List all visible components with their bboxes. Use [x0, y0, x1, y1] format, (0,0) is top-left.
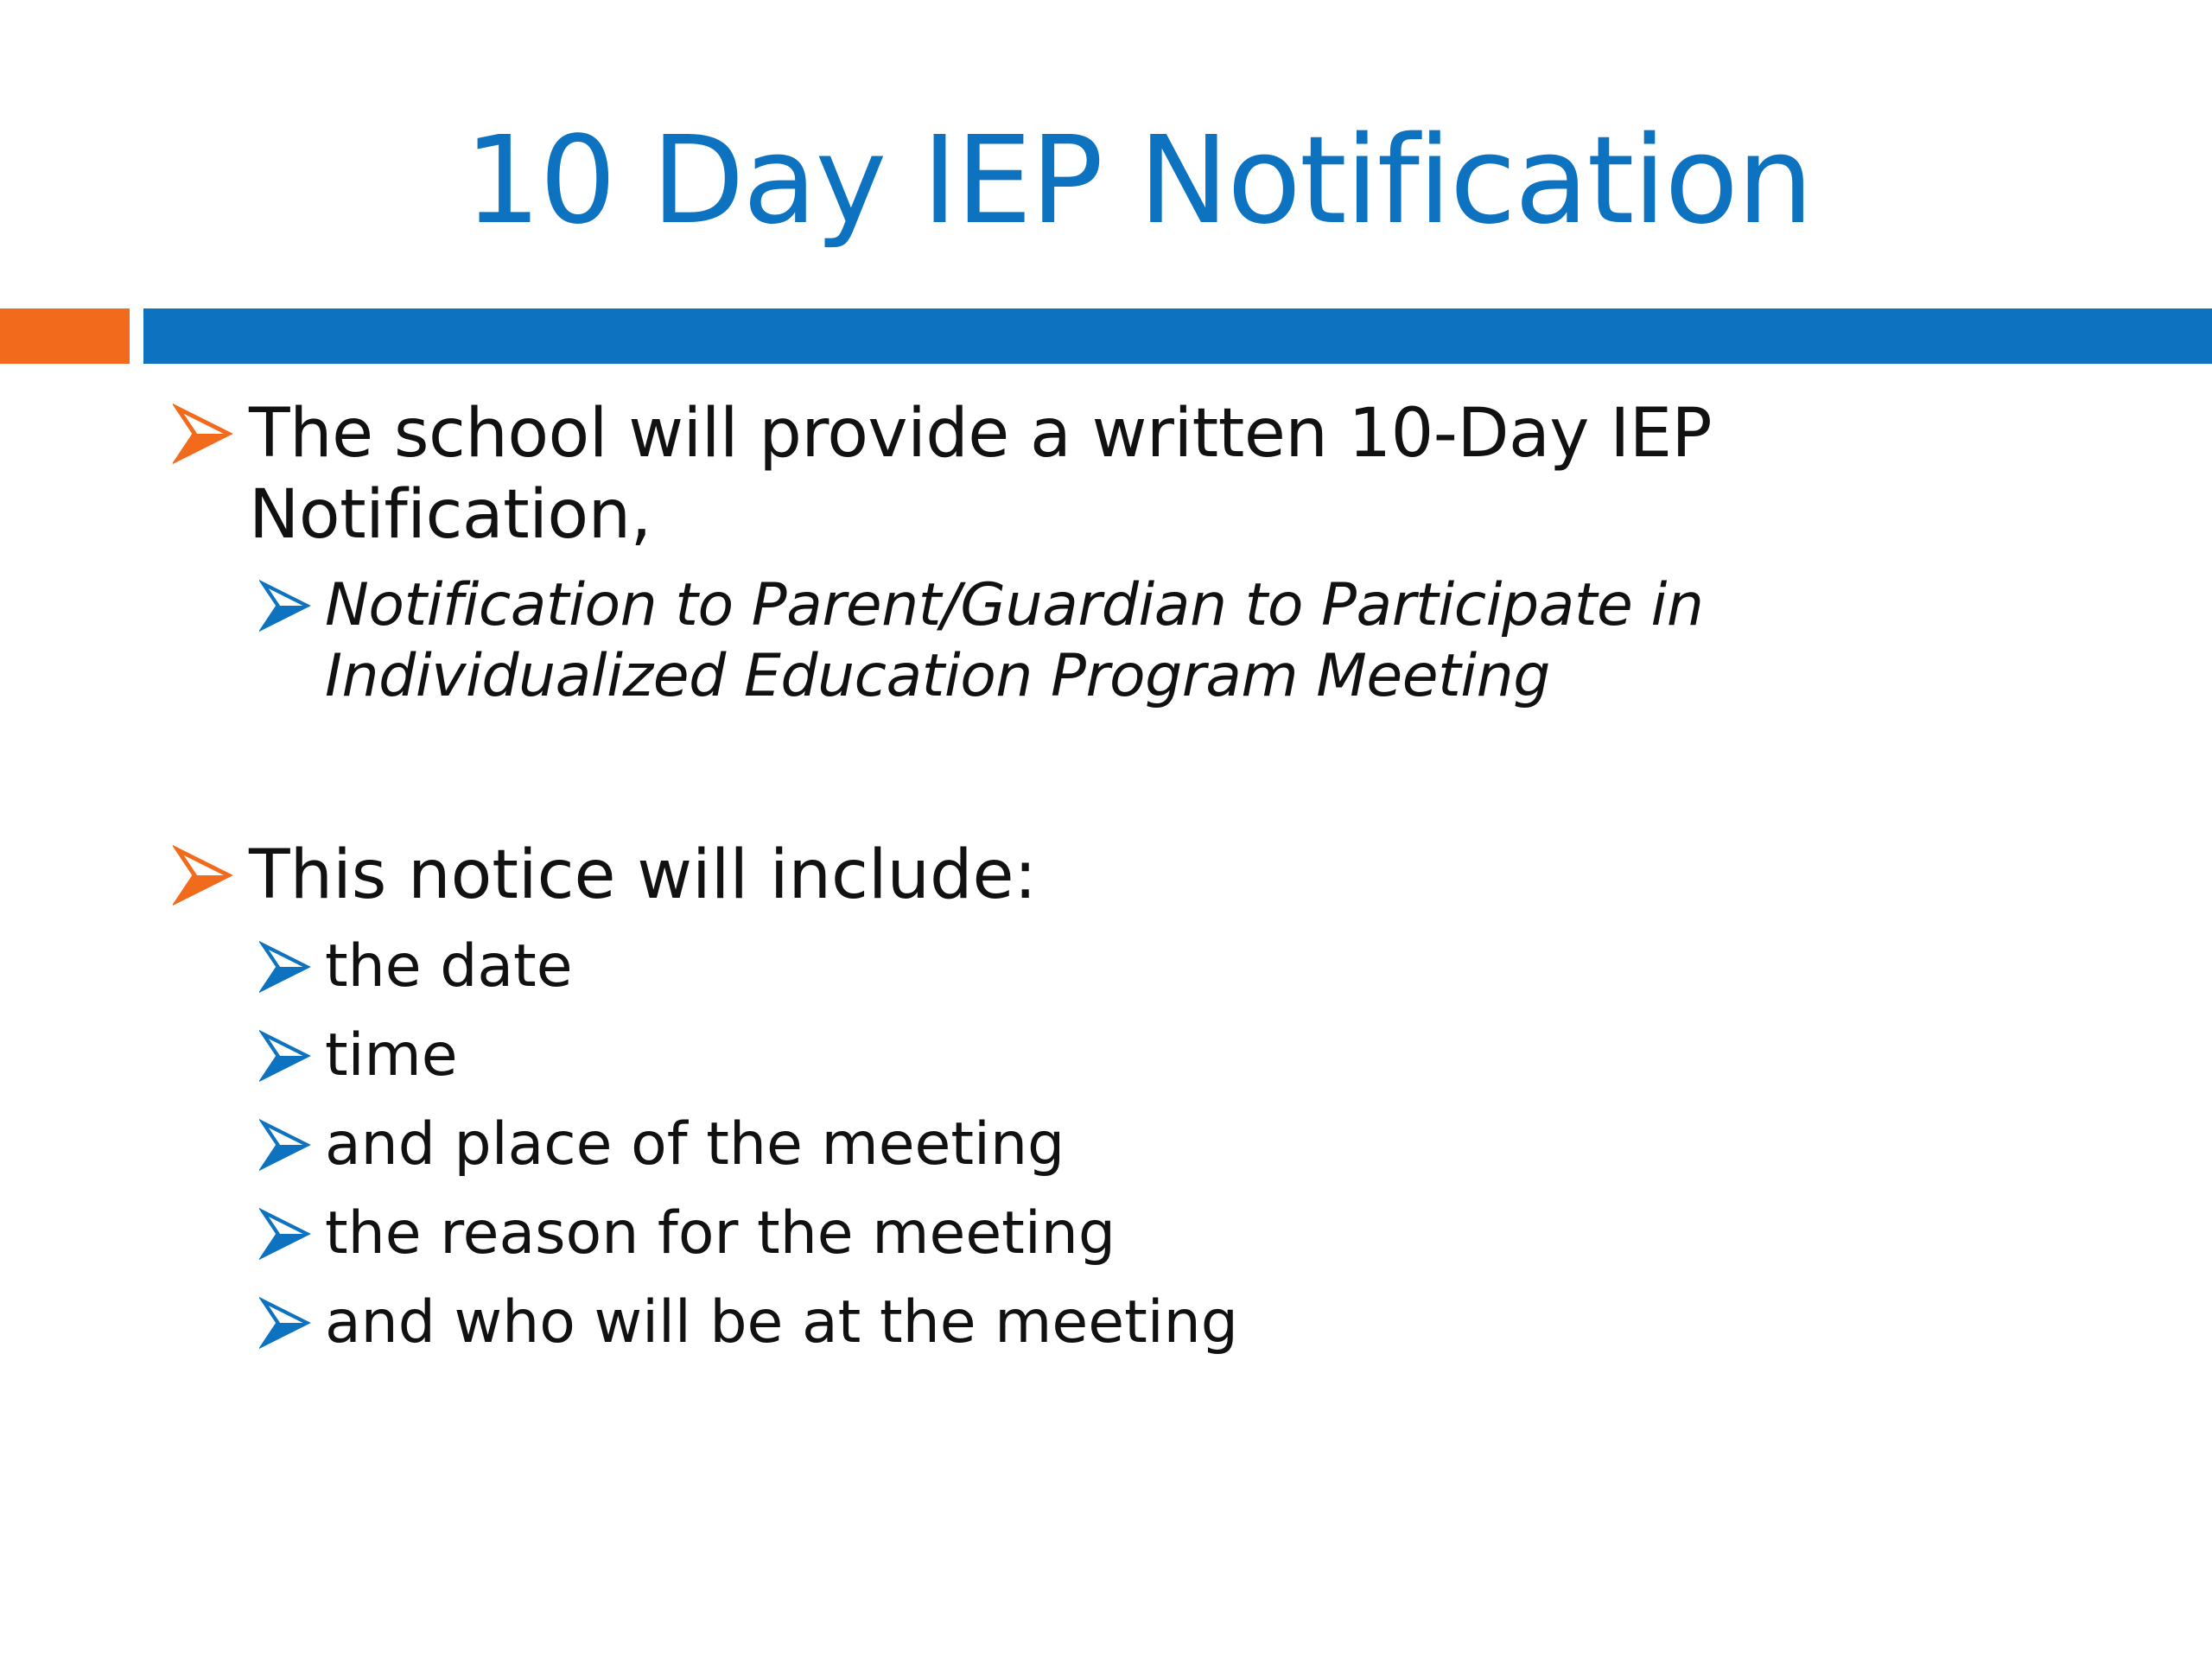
list-item: [259, 1198, 2160, 1287]
list-item-text: the reason for the meeting: [325, 1199, 1116, 1268]
blue-arrow-bullet-icon: [259, 1297, 311, 1349]
blue-arrow-bullet-icon: [259, 941, 311, 993]
list-item-text: time: [325, 1021, 458, 1090]
bullet-item-1: [173, 393, 2117, 556]
bullet-text-1: The school will provide a written 10-Day IEP Notification,: [249, 395, 1713, 554]
sub-bullet-text-notification: Notification to Parent/Guardian to Participate in Individualized Education Program Meeting: [325, 571, 1704, 710]
blue-arrow-bullet-icon: [259, 1119, 311, 1171]
bullet-item-2: [173, 835, 2117, 916]
orange-arrow-bullet-icon: [173, 404, 233, 464]
list-item: [259, 1109, 2160, 1198]
list-item: [259, 1287, 2160, 1376]
orange-arrow-bullet-icon: [173, 845, 233, 906]
list-item: [259, 1020, 2160, 1109]
list-item-text: the date: [325, 932, 573, 1001]
accent-bar-blue: [143, 308, 2212, 364]
slide-title: 10 Day IEP Notification: [464, 111, 1812, 251]
blue-arrow-bullet-icon: [259, 1030, 311, 1082]
notice-includes-list: [259, 931, 2160, 1376]
accent-bar-orange: [0, 308, 130, 364]
list-item: [259, 931, 2160, 1020]
list-item-text: and who will be at the meeting: [325, 1288, 1238, 1357]
blue-arrow-bullet-icon: [259, 1208, 311, 1260]
blue-arrow-bullet-icon: [259, 580, 311, 632]
sub-bullet-item-notification: [259, 570, 2160, 712]
list-item-text: and place of the meeting: [325, 1110, 1065, 1179]
bullet-text-2: This notice will include:: [249, 836, 1037, 914]
